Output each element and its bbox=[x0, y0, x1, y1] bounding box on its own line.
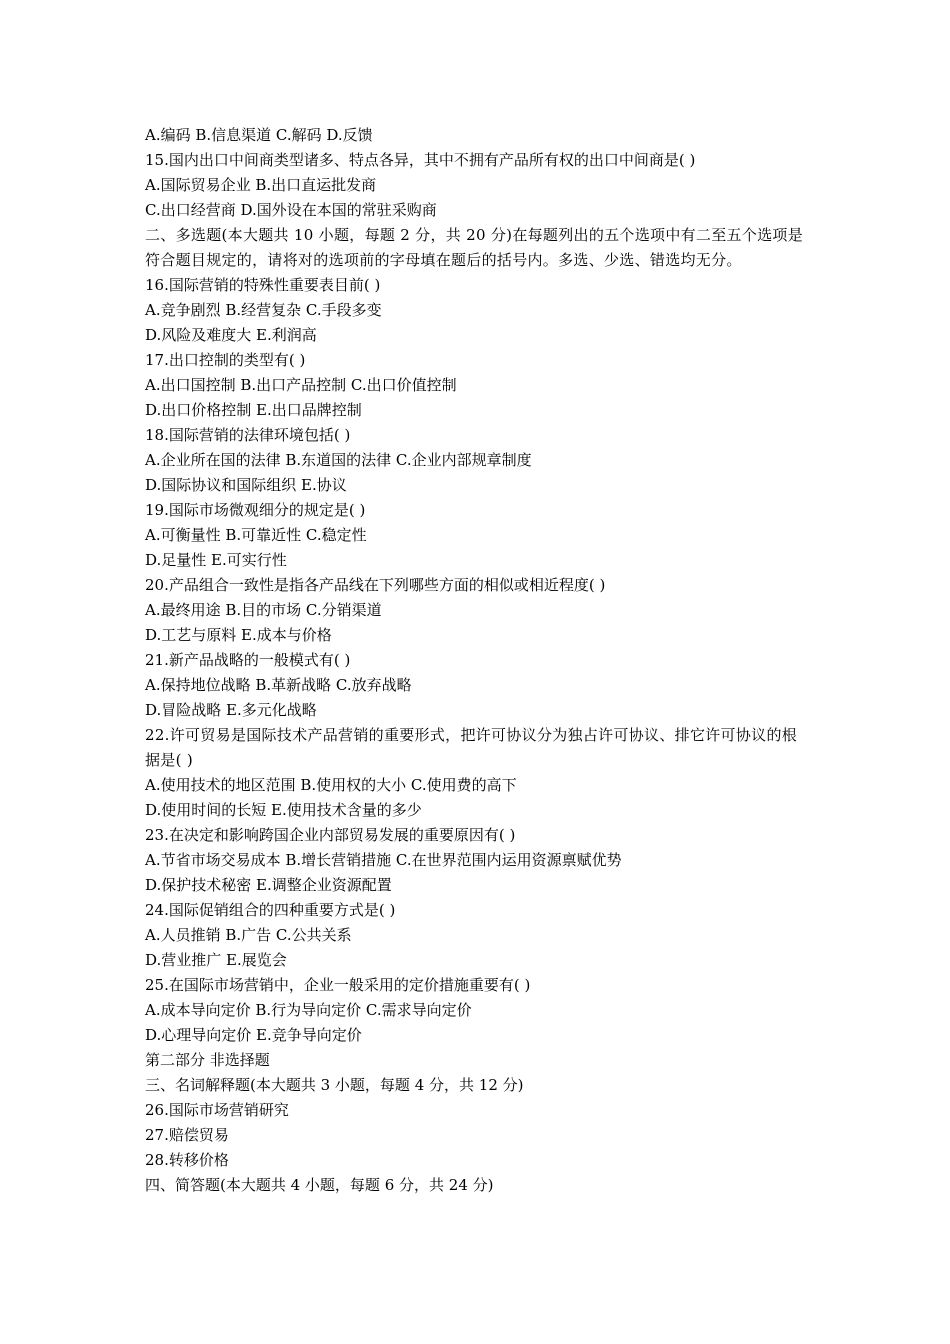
q18-question: 18.国际营销的法律环境包括( ) bbox=[145, 426, 351, 444]
q21-options-1: A.保持地位战略 B.革新战略 C.放弃战略 bbox=[145, 676, 412, 694]
q15-options-1: A.国际贸易企业 B.出口直运批发商 bbox=[145, 176, 377, 194]
q21-options-2: D.冒险战略 E.多元化战略 bbox=[145, 701, 317, 719]
q22-question: 22.许可贸易是国际技术产品营销的重要形式，把许可协议分为独占许可协议、排它许可协议的根据是( ) bbox=[145, 726, 798, 769]
q16-question: 16.国际营销的特殊性重要表目前( ) bbox=[145, 276, 381, 294]
q17-options-1: A.出口国控制 B.出口产品控制 C.出口价值控制 bbox=[145, 376, 457, 394]
q28-term: 28.转移价格 bbox=[145, 1151, 229, 1169]
q14-options: A.编码 B.信息渠道 C.解码 D.反馈 bbox=[145, 126, 373, 144]
q17-question: 17.出口控制的类型有( ) bbox=[145, 351, 306, 369]
q23-options-2: D.保护技术秘密 E.调整企业资源配置 bbox=[145, 876, 392, 894]
section-3-heading: 三、名词解释题(本大题共 3 小题，每题 4 分，共 12 分) bbox=[145, 1076, 524, 1094]
q16-options-1: A.竞争剧烈 B.经营复杂 C.手段多变 bbox=[145, 301, 382, 319]
q18-options-2: D.国际协议和国际组织 E.协议 bbox=[145, 476, 347, 494]
q22-options-2: D.使用时间的长短 E.使用技术含量的多少 bbox=[145, 801, 422, 819]
q27-term: 27.赔偿贸易 bbox=[145, 1126, 229, 1144]
q19-options-2: D.足量性 E.可实行性 bbox=[145, 551, 287, 569]
q22-options-1: A.使用技术的地区范围 B.使用权的大小 C.使用费的高下 bbox=[145, 776, 517, 794]
q26-term: 26.国际市场营销研究 bbox=[145, 1101, 289, 1119]
section-2-heading: 二、多选题(本大题共 10 小题，每题 2 分，共 20 分)在每题列出的五个选项中有二至五个选项是符合题目规定的，请将对的选项前的字母填在题后的括号内。多选、少选、错选均无分。 bbox=[145, 226, 804, 269]
q23-question: 23.在决定和影响跨国企业内部贸易发展的重要原因有( ) bbox=[145, 826, 516, 844]
q25-question: 25.在国际市场营销中，企业一般采用的定价措施重要有( ) bbox=[145, 976, 531, 994]
section-4-heading: 四、简答题(本大题共 4 小题，每题 6 分，共 24 分) bbox=[145, 1176, 494, 1194]
document-body bbox=[145, 123, 810, 1198]
q19-question: 19.国际市场微观细分的规定是( ) bbox=[145, 501, 366, 519]
q15-options-2: C.出口经营商 D.国外设在本国的常驻采购商 bbox=[145, 201, 437, 219]
q24-options-2: D.营业推广 E.展览会 bbox=[145, 951, 287, 969]
q20-options-1: A.最终用途 B.目的市场 C.分销渠道 bbox=[145, 601, 382, 619]
q16-options-2: D.风险及难度大 E.利润高 bbox=[145, 326, 317, 344]
q17-options-2: D.出口价格控制 E.出口品牌控制 bbox=[145, 401, 362, 419]
q23-options-1: A.节省市场交易成本 B.增长营销措施 C.在世界范围内运用资源禀赋优势 bbox=[145, 851, 622, 869]
q21-question: 21.新产品战略的一般模式有( ) bbox=[145, 651, 351, 669]
q25-options-1: A.成本导向定价 B.行为导向定价 C.需求导向定价 bbox=[145, 1001, 472, 1019]
q24-question: 24.国际促销组合的四种重要方式是( ) bbox=[145, 901, 396, 919]
q20-question: 20.产品组合一致性是指各产品线在下列哪些方面的相似或相近程度( ) bbox=[145, 576, 606, 594]
q19-options-1: A.可衡量性 B.可靠近性 C.稳定性 bbox=[145, 526, 367, 544]
q25-options-2: D.心理导向定价 E.竞争导向定价 bbox=[145, 1026, 362, 1044]
q18-options-1: A.企业所在国的法律 B.东道国的法律 C.企业内部规章制度 bbox=[145, 451, 532, 469]
q15-question: 15.国内出口中间商类型诸多、特点各异，其中不拥有产品所有权的出口中间商是( ) bbox=[145, 151, 696, 169]
q24-options-1: A.人员推销 B.广告 C.公共关系 bbox=[145, 926, 352, 944]
part-2-heading: 第二部分 非选择题 bbox=[145, 1051, 270, 1069]
q20-options-2: D.工艺与原料 E.成本与价格 bbox=[145, 626, 332, 644]
